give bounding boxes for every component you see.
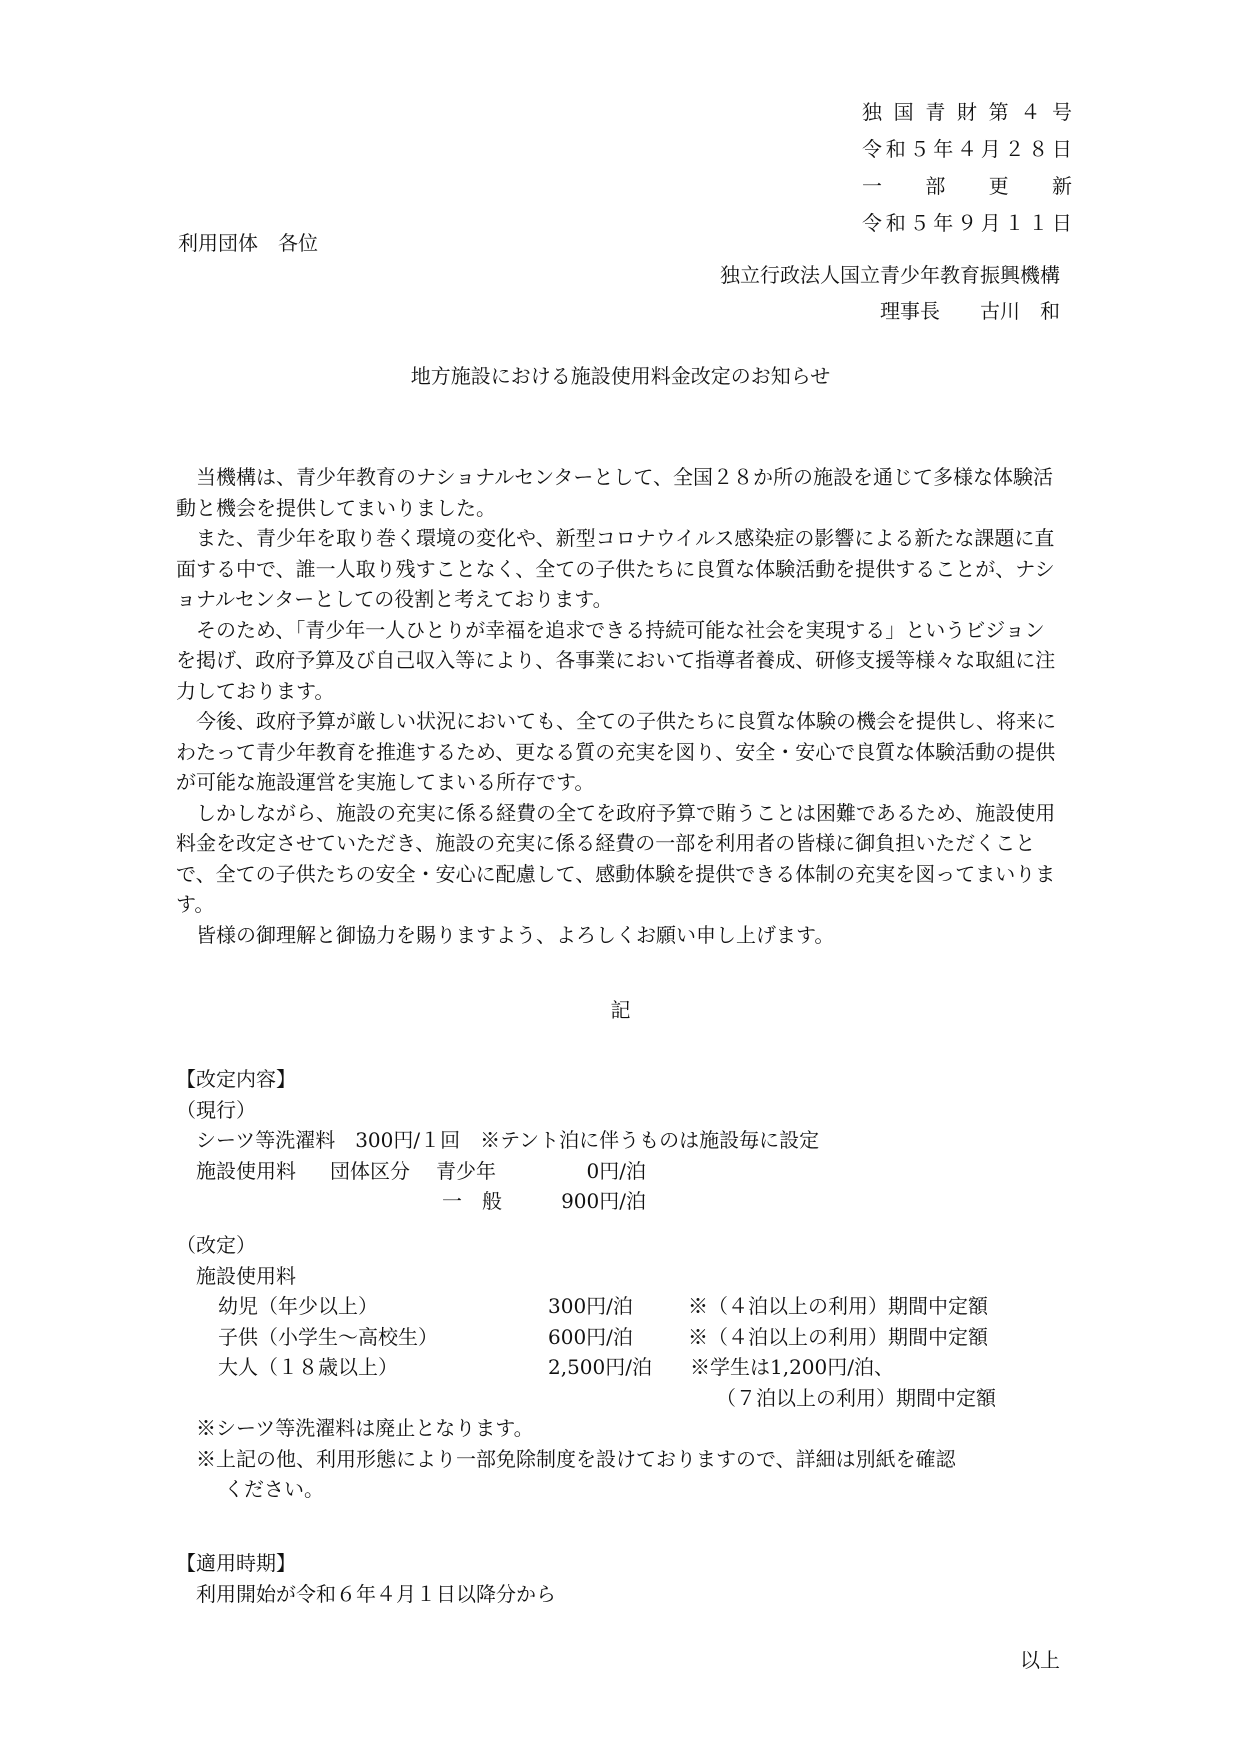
revised-note: ※学生は1,200円/泊、: [690, 1355, 894, 1379]
revision-section: [176, 1064, 819, 1217]
application-section: [176, 1548, 556, 1609]
revised-row-child: [176, 1322, 988, 1353]
revised-price: 2,500円/泊: [548, 1355, 652, 1379]
current-general-price: 900円/泊: [561, 1189, 646, 1213]
sender-title-name: 理事長 古川 和: [880, 299, 1060, 323]
current-label: （現行）: [176, 1097, 256, 1122]
revision-heading: 【改定内容】: [176, 1067, 296, 1091]
application-heading: 【適用時期】: [176, 1551, 296, 1575]
revised-price: 600円/泊: [548, 1324, 633, 1349]
sender-organization: 独立行政法人国立青少年教育振興機構: [720, 263, 1060, 287]
revised-category: 幼児（年少以上）: [218, 1294, 378, 1318]
page-title: 地方施設における施設使用料金改定のお知らせ: [410, 364, 831, 388]
revised-adult-note-2: （７泊以上の利用）期間中定額: [716, 1385, 996, 1410]
current-general-label: 一 般: [442, 1189, 502, 1213]
application-text: 利用開始が令和６年４月１日以降分から: [196, 1581, 556, 1606]
revised-price: 300円/泊: [548, 1294, 633, 1318]
partial-update-label: 一 部 更 新: [862, 174, 1072, 198]
document-header: [862, 96, 1072, 244]
body-paragraph: しかしながら、施設の充実に係る経費の全てを政府予算で賄うことは困難であるため、施設使用料金を改定させていただき、施設の充実に係る経費の一部を利用者の皆様に御負担いただくことで、全ての子供たちの安全・安心に配慮して、感動体験を提供できる体制の充実を図ってまいります。: [176, 800, 1056, 916]
current-youth-label: 青少年: [436, 1158, 496, 1183]
revised-note-2a: ※上記の他、利用形態により一部免除制度を設けておりますので、詳細は別紙を確認: [196, 1446, 956, 1471]
update-date: 令和５年９月１１日: [862, 211, 1072, 235]
ki-marker: 記: [610, 998, 631, 1022]
current-youth-row: [176, 1156, 819, 1187]
revised-row-infant: [176, 1291, 988, 1322]
body-paragraph: 皆様の御理解と御協力を賜りますよう、よろしくお願い申し上げます。: [196, 922, 835, 947]
revised-adult-note-row: [176, 1383, 996, 1414]
revised-row-adult: [176, 1352, 956, 1383]
current-laundry-line: シーツ等洗濯料 300円/１回 ※テント泊に伴うものは施設毎に設定: [196, 1128, 820, 1152]
revised-note-2b: ください。: [224, 1477, 324, 1501]
revised-category: 子供（小学生～高校生）: [218, 1324, 438, 1349]
document-number: 独国青財第４号: [862, 100, 1072, 124]
current-facility-label: 施設使用料: [196, 1158, 296, 1183]
revised-category: 大人（１８歳以上）: [218, 1355, 398, 1379]
body-paragraph: 今後、政府予算が厳しい状況においても、全ての子供たちに良質な体験の機会を提供し、将来にわたって青少年教育を推進するため、更なる質の充実を図り、安全・安心で良質な体験活動の提供が可能な施設運営を実施してまいる所存です。: [176, 709, 1056, 794]
revised-note: ※（４泊以上の利用）期間中定額: [688, 1324, 988, 1349]
body-paragraph: 当機構は、青少年教育のナショナルセンターとして、全国２８か所の施設を通じて多様な体験活動と機会を提供してまいりました。: [176, 465, 1053, 520]
revised-note: ※（４泊以上の利用）期間中定額: [688, 1294, 988, 1318]
revised-section: [176, 1230, 996, 1505]
addressee: 利用団体 各位: [178, 231, 318, 255]
body-paragraph: そのため、「青少年一人ひとりが幸福を追求できる持続可能な社会を実現する」というビジョンを掲げ、政府予算及び自己収入等により、各事業において指導者養成、研修支援等様々な取組に注力しております。: [176, 617, 1056, 703]
current-general-row: [176, 1186, 819, 1217]
revised-facility-label: 施設使用料: [196, 1263, 296, 1288]
current-group-label: 団体区分: [330, 1158, 410, 1183]
revised-note-1: ※シーツ等洗濯料は廃止となります。: [196, 1416, 534, 1440]
body-text: [176, 462, 1064, 950]
body-paragraph: また、青少年を取り巻く環境の変化や、新型コロナウイルス感染症の影響による新たな課題に直面する中で、誰一人取り残すことなく、全ての子供たちに良質な体験活動を提供することが、ナショナルセンターとしての役割と考えております。: [176, 526, 1055, 611]
revised-label: （改定）: [176, 1233, 256, 1257]
closing-mark: 以上: [1020, 1648, 1060, 1672]
issue-date: 令和５年４月２８日: [862, 137, 1072, 161]
current-youth-price: 0円/泊: [586, 1158, 646, 1183]
